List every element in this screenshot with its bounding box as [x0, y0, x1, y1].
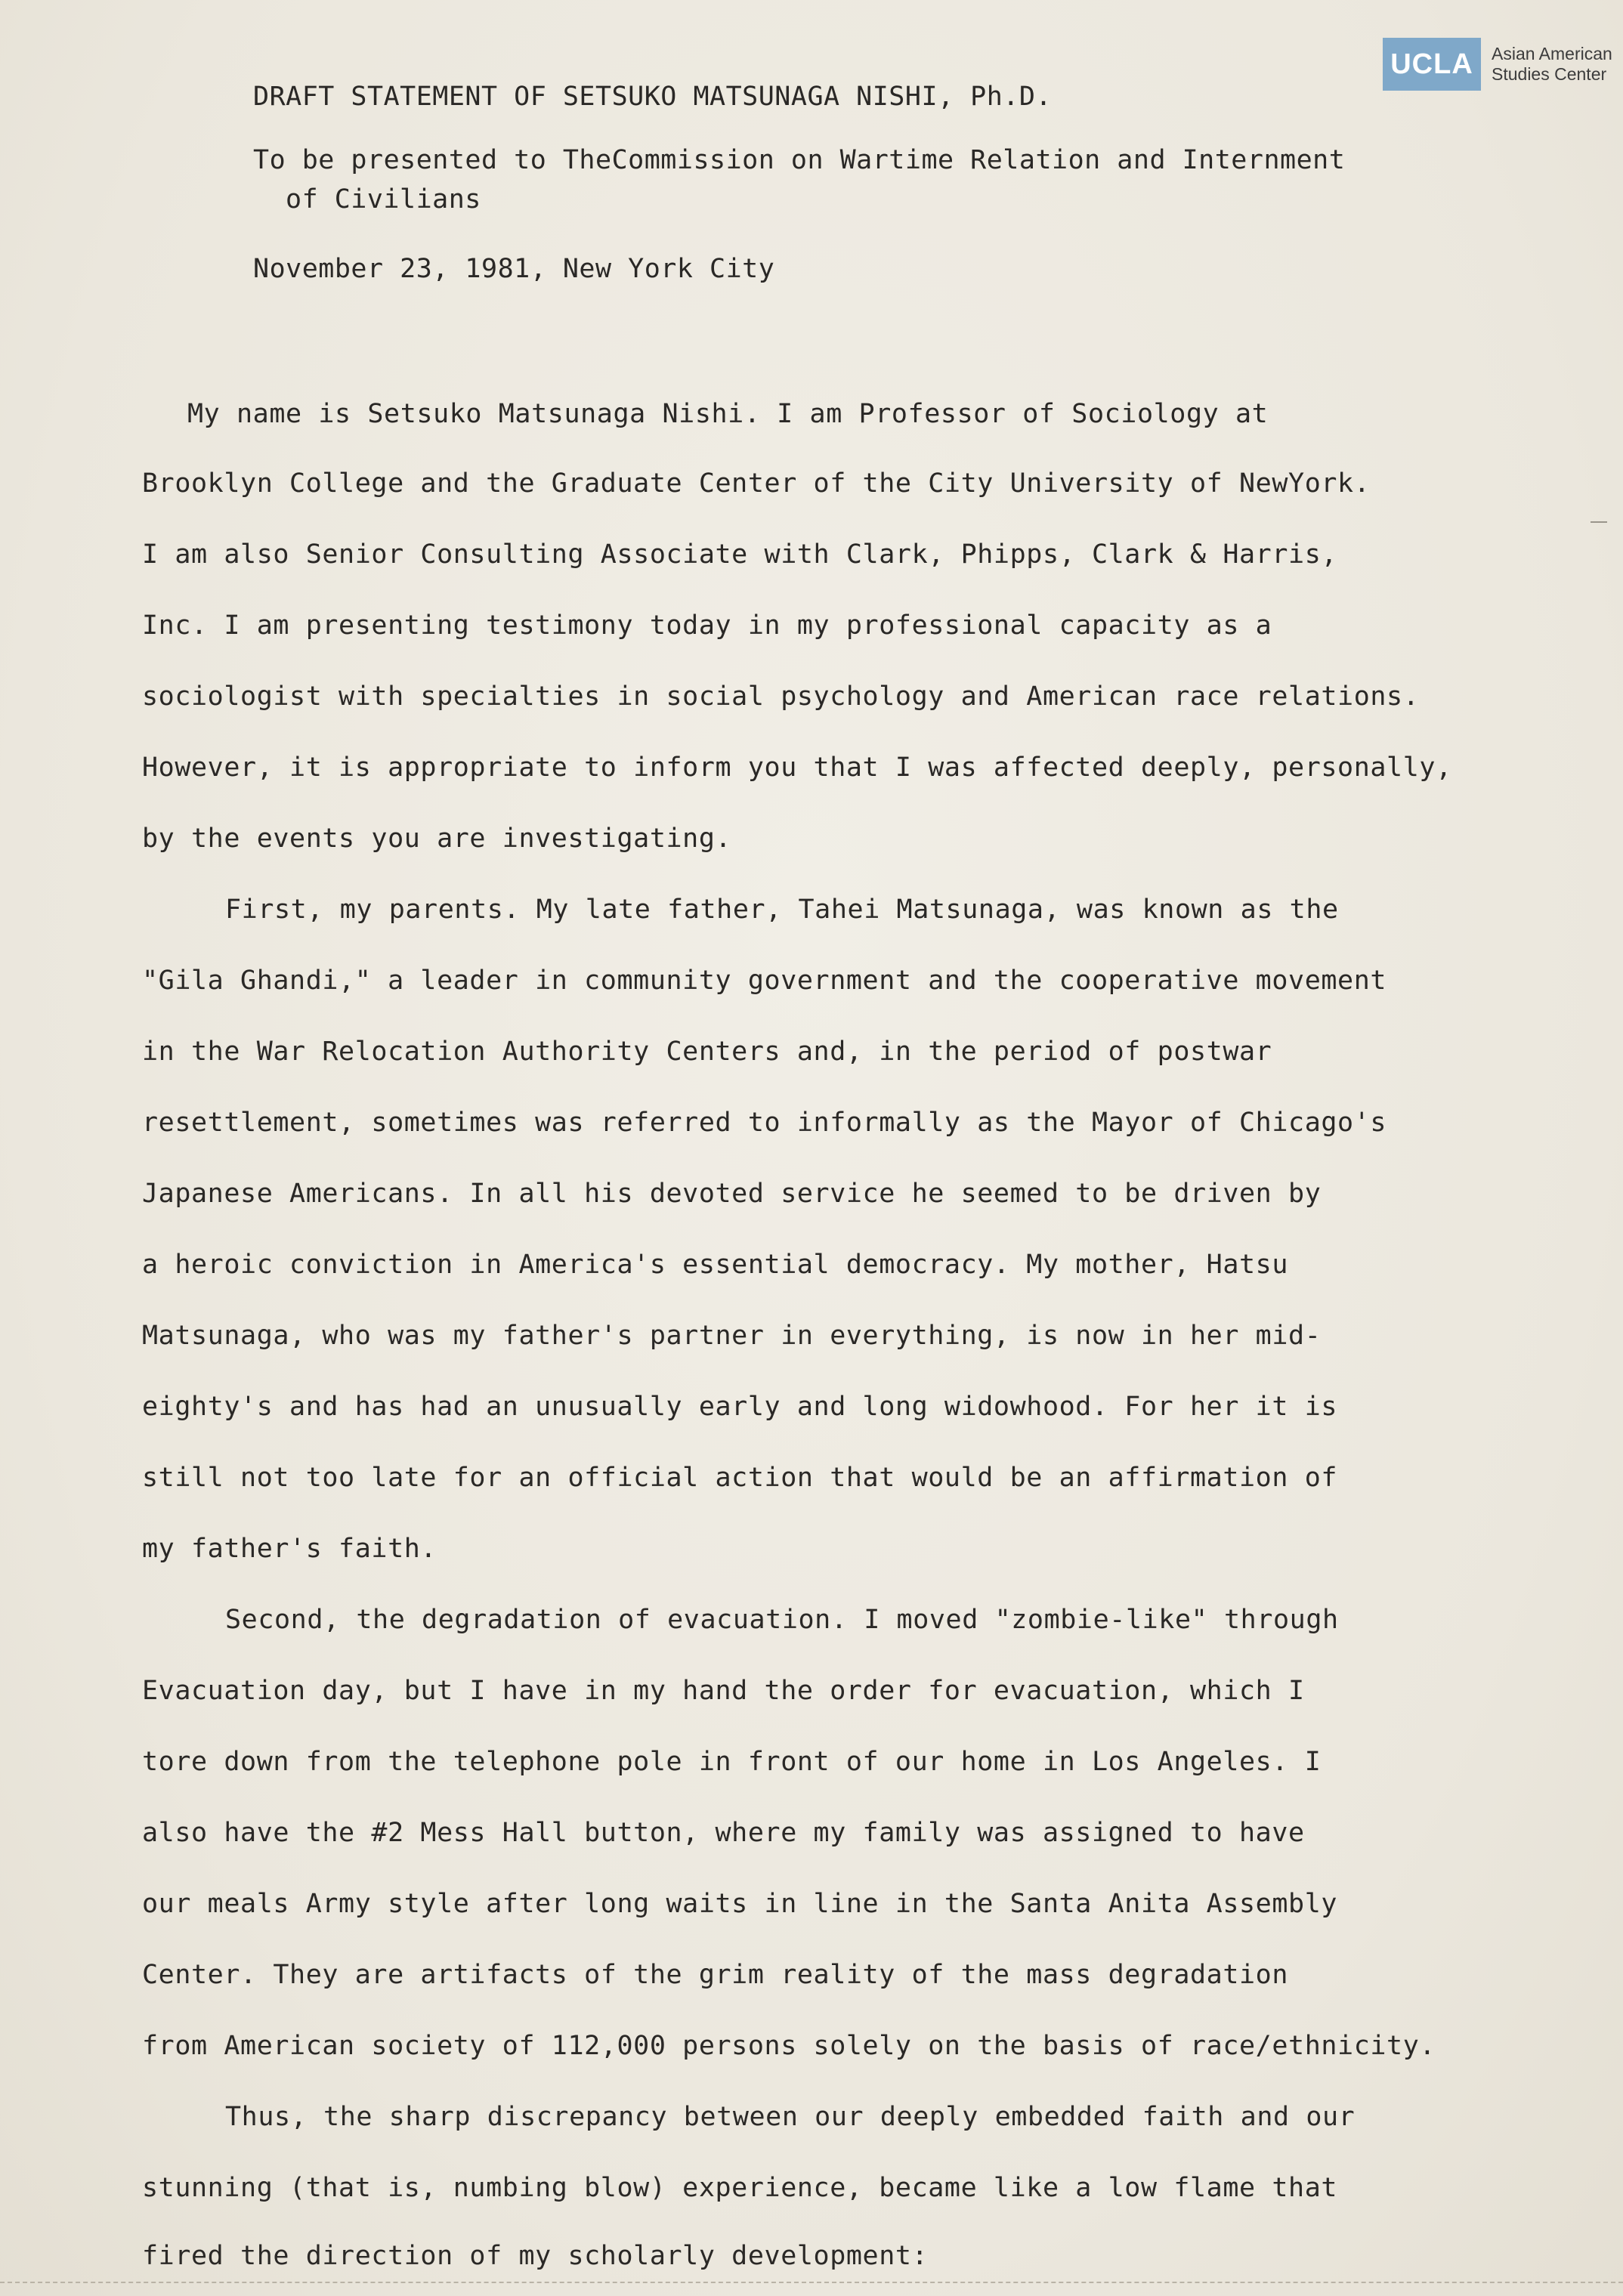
body-line: Inc. I am presenting testimony today in my professional capacity as a [142, 610, 1272, 641]
logo-caption-line-1: Asian American [1492, 44, 1612, 63]
document-date: November 23, 1981, New York City [253, 254, 775, 284]
body-line: Japanese Americans. In all his devoted service he seemed to be driven by [142, 1179, 1322, 1209]
body-line: eighty's and has had an unusually early and long widowhood. For her it is [142, 1392, 1338, 1422]
perforation-line [0, 2282, 1623, 2283]
logo-caption [1492, 44, 1612, 85]
body-line: Second, the degradation of evacuation. I moved "zombie-like" through [225, 1605, 1339, 1635]
body-line: from American society of 112,000 persons solely on the basis of race/ethnicity. [142, 2031, 1436, 2061]
body-line: my father's faith. [142, 1534, 437, 1564]
body-line: My name is Setsuko Matsunaga Nishi. I am Professor of Sociology at [187, 399, 1269, 429]
body-line: Center. They are artifacts of the grim reality of the mass degradation [142, 1960, 1289, 1990]
body-line: tore down from the telephone pole in front of our home in Los Angeles. I [142, 1747, 1322, 1777]
body-line: by the events you are investigating. [142, 824, 732, 854]
margin-mark [1591, 521, 1607, 523]
body-line: still not too late for an official action that would be an affirmation of [142, 1463, 1338, 1493]
body-line: also have the #2 Mess Hall button, where my family was assigned to have [142, 1818, 1305, 1848]
body-line: However, it is appropriate to inform you that I was affected deeply, personally, [142, 752, 1452, 783]
body-line: Brooklyn College and the Graduate Center of the City University of NewYork. [142, 468, 1371, 499]
body-line: stunning (that is, numbing blow) experience, became like a low flame that [142, 2173, 1338, 2203]
body-line: First, my parents. My late father, Tahei Matsunaga, was known as the [225, 895, 1339, 925]
body-line: fired the direction of my scholarly development: [142, 2241, 929, 2271]
presented-line-2: of Civilians [286, 184, 481, 215]
presented-line-1: To be presented to TheCommission on Wartime Relation and Internment [253, 145, 1346, 175]
body-line: I am also Senior Consulting Associate with Clark, Phipps, Clark & Harris, [142, 539, 1338, 570]
ucla-logo-box: UCLA [1383, 38, 1481, 91]
document-title: DRAFT STATEMENT OF SETSUKO MATSUNAGA NISHI, Ph.D. [253, 82, 1053, 112]
logo-caption-line-2: Studies Center [1492, 64, 1607, 84]
body-line: resettlement, sometimes was referred to informally as the Mayor of Chicago's [142, 1108, 1387, 1138]
body-line: a heroic conviction in America's essential democracy. My mother, Hatsu [142, 1250, 1289, 1280]
body-line: Thus, the sharp discrepancy between our deeply embedded faith and our [225, 2102, 1356, 2132]
body-line: Matsunaga, who was my father's partner in everything, is now in her mid- [142, 1321, 1322, 1351]
ucla-aasc-logo [1383, 38, 1612, 91]
body-line: Evacuation day, but I have in my hand the order for evacuation, which I [142, 1676, 1305, 1706]
body-line: our meals Army style after long waits in line in the Santa Anita Assembly [142, 1889, 1338, 1919]
body-line: sociologist with specialties in social psychology and American race relations. [142, 681, 1420, 712]
body-line: in the War Relocation Authority Centers and, in the period of postwar [142, 1037, 1272, 1067]
body-line: "Gila Ghandi," a leader in community government and the cooperative movement [142, 966, 1387, 996]
